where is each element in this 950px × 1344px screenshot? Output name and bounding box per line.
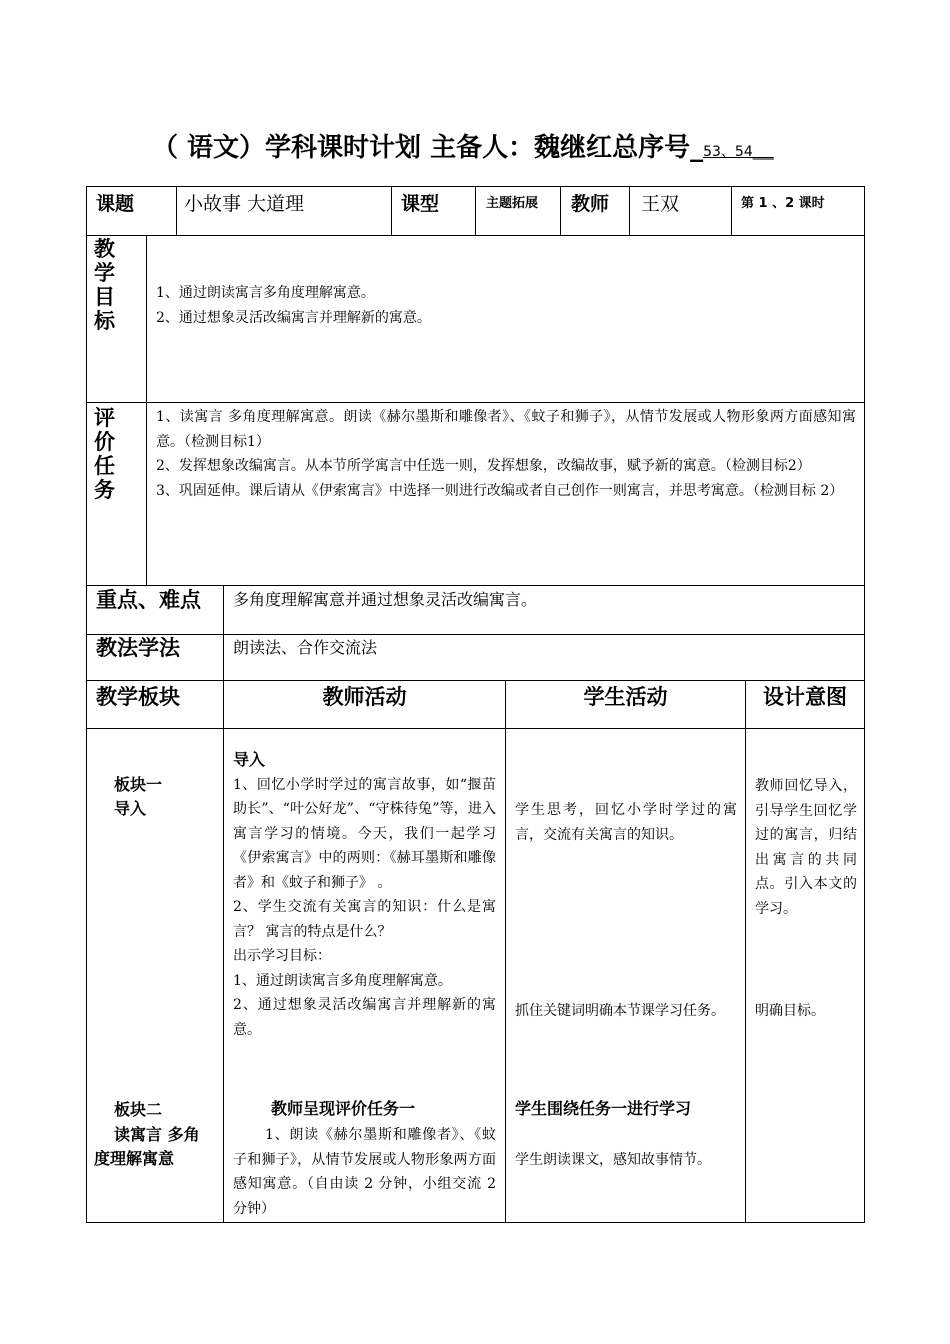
- objective-item: 1、通过朗读寓言多角度理解寓意。: [156, 285, 375, 301]
- block2-subtitle-1: 读寓言 多角: [114, 1125, 200, 1144]
- block2-teacher-paragraph: 1、朗读《赫尔墨斯和雕像者》、《蚊子和狮子》，从情节发展或人物形象两方面感知寓意。（自由读 2 分钟，小组交流 2 分钟）: [233, 1127, 496, 1217]
- col-divider: [745, 680, 746, 1223]
- row-divider: [86, 235, 865, 236]
- block1-student-activity-2: 抓住关键词明确本节课学习任务。: [515, 1003, 725, 1019]
- block2-teacher-heading: 教师呈现评价任务一: [271, 1099, 416, 1118]
- block1-teacher-paragraph: 2、学生交流有关寓言的知识：什么是寓言？ 寓言的特点是什么？: [233, 899, 496, 940]
- col-divider: [391, 186, 392, 235]
- objective-item: 2、通过想象灵活改编寓言并理解新的寓意。: [156, 309, 431, 326]
- table-border-bottom: [86, 1222, 865, 1223]
- block1-teacher-paragraph: 2、通过想象灵活改编寓言并理解新的寓意。: [233, 997, 496, 1038]
- block1-design-1: 教师回忆导入，引导学生回忆学过的寓言，归结出寓言的共同点。引入本文的学习。: [755, 778, 857, 917]
- col-divider: [560, 186, 561, 235]
- block1-teacher-activity: [233, 748, 496, 1042]
- col-divider: [146, 235, 147, 585]
- col-header-module: 教学板块: [96, 685, 180, 709]
- col-header-teacher: 教师活动: [322, 685, 407, 709]
- col-divider: [505, 680, 506, 1223]
- objectives-list: [156, 281, 856, 330]
- objectives-label: 教学目标: [94, 237, 115, 333]
- col-header-design: 设计意图: [763, 685, 847, 709]
- col-divider: [223, 585, 224, 1223]
- page-title: [152, 128, 872, 172]
- block1-teacher-paragraph: 1、通过朗读寓言多角度理解寓意。: [233, 972, 452, 989]
- title-serial: 53、54___: [703, 144, 774, 160]
- evaluation-label: 评价任务: [94, 406, 115, 502]
- topic-value: 小故事 大道理: [184, 193, 305, 215]
- col-divider: [629, 186, 630, 235]
- block2-title: 板块二: [114, 1100, 163, 1119]
- type-label: 课型: [401, 193, 440, 215]
- row-divider: [86, 585, 865, 586]
- col-divider: [475, 186, 476, 235]
- block1-teacher-paragraph: 出示学习目标：: [233, 948, 331, 964]
- teacher-value: 王双: [641, 193, 680, 215]
- col-header-student: 学生活动: [583, 685, 668, 709]
- key-points-value: 多角度理解寓意并通过想象灵活改编寓言。: [233, 590, 538, 609]
- key-points-label: 重点、难点: [96, 588, 201, 612]
- block1-subtitle: 导入: [114, 799, 147, 818]
- topic-label: 课题: [96, 193, 135, 215]
- lesson-plan-table: [86, 186, 865, 1223]
- block1-student-activity-1: 学生思考，回忆小学时学过的寓言，交流有关寓言的知识。: [515, 802, 737, 843]
- methods-label: 教法学法: [96, 636, 180, 660]
- block1-teacher-paragraph: 1、回忆小学时学过的寓言故事，如“揠苗助长”、“叶公好龙”、“守株待兔”等，进入寓言学习的情境。今天，我们一起学习《伊索寓言》中的两则：《赫耳墨斯和雕像者》和《蚊子和狮子》 。: [233, 776, 496, 891]
- row-divider: [86, 402, 865, 403]
- evaluation-item: 1、读寓言 多角度理解寓意。朗读《赫尔墨斯和雕像者》、《蚊子和狮子》，从情节发展或人物形象两方面感知寓意。（检测目标1）: [156, 409, 856, 450]
- block2-student-heading: 学生围绕任务一进行学习: [515, 1099, 692, 1118]
- table-border-right: [864, 186, 865, 1223]
- title-text: （ 语文）学科课时计划 主备人：魏继红总序号: [152, 133, 691, 163]
- methods-value: 朗读法、合作交流法: [233, 638, 378, 657]
- teacher-label: 教师: [571, 193, 610, 215]
- block2-subtitle-2: 度理解寓意: [94, 1149, 175, 1168]
- evaluation-item: 2、发挥想象改编寓言。从本节所学寓言中任选一则，发挥想象，改编故事，赋予新的寓意。（检测目标2）: [156, 458, 811, 474]
- evaluation-list: [156, 405, 856, 503]
- row-divider: [86, 680, 865, 681]
- block1-title: 板块一: [114, 775, 163, 794]
- col-divider: [176, 186, 177, 235]
- title-serial-prefix: _: [690, 133, 704, 163]
- row-divider: [86, 728, 865, 729]
- row-divider: [86, 634, 865, 635]
- block2-student-activity-1: 学生朗读课文，感知故事情节。: [515, 1152, 711, 1168]
- table-border-left: [86, 186, 87, 1223]
- type-value: 主题拓展: [486, 196, 539, 211]
- col-divider: [731, 186, 732, 235]
- evaluation-item: 3、巩固延伸。课后请从《伊索寓言》中选择一则进行改编或者自己创作一则寓言，并思考寓意。（检测目标 2）: [156, 482, 844, 499]
- block1-teacher-heading: 导入: [233, 750, 266, 769]
- block1-design-2: 明确目标。: [755, 1003, 825, 1019]
- period-value: 第 1 、2 课时: [741, 196, 825, 211]
